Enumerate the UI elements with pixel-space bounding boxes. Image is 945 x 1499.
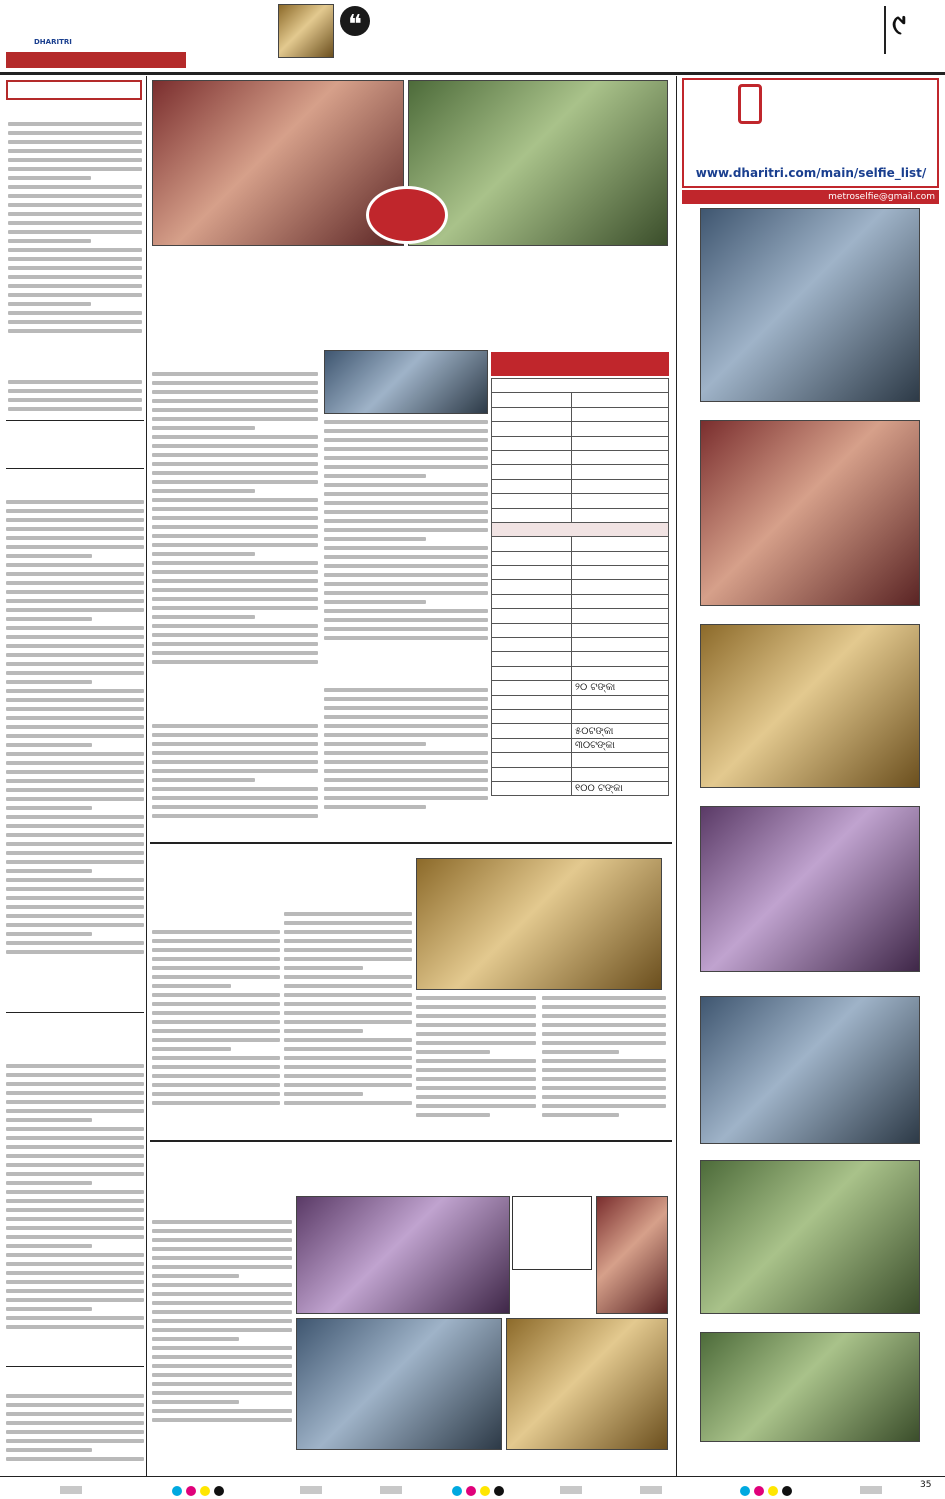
- lead-body-col1b: [152, 724, 318, 834]
- footer-rule: [0, 1476, 945, 1477]
- registration-bar: [60, 1486, 82, 1494]
- table-row: ୫୦ଟଙ୍କା: [492, 724, 669, 738]
- selfie-photo-7: [700, 1332, 920, 1442]
- fruit-header: [492, 379, 669, 393]
- left-column-divider: [146, 76, 147, 1476]
- lion-story-rule: [150, 1140, 672, 1142]
- price-box-title: [491, 352, 669, 376]
- table-row: ୨୦ ଟଙ୍କା: [492, 681, 669, 695]
- registration-bar: [560, 1486, 582, 1494]
- yellow-swatch: [480, 1486, 490, 1496]
- masthead-rule: [0, 72, 945, 75]
- story2-body: [6, 500, 144, 1010]
- left-col-rule-1: [6, 420, 144, 421]
- right-column-divider: [676, 76, 677, 1476]
- lead-story-rule: [150, 842, 672, 844]
- table-row: [492, 652, 669, 666]
- black-swatch: [214, 1486, 224, 1496]
- table-row: [492, 695, 669, 709]
- lead-body-col1: [152, 372, 318, 702]
- table-row: ୧୦୦ ଟଙ୍କା: [492, 781, 669, 795]
- page-code: 35: [920, 1480, 932, 1490]
- lion-body-col4: [542, 996, 666, 1134]
- table-row: [492, 393, 669, 407]
- left-col-rule-2: [6, 468, 144, 469]
- quote-icon: ❝: [340, 6, 370, 36]
- cyan-swatch: [172, 1486, 182, 1496]
- left-col-rule-3: [6, 1012, 144, 1013]
- everest-caption-box: [512, 1196, 592, 1270]
- table-row: [492, 580, 669, 594]
- table-row: [492, 537, 669, 551]
- lioness-photo: [416, 858, 662, 990]
- table-row: [492, 566, 669, 580]
- selfie-photo-5: [700, 996, 920, 1144]
- mourners-photo: [596, 1196, 668, 1314]
- section-divider: [884, 6, 886, 54]
- table-row: [492, 508, 669, 522]
- procession-photo: [296, 1318, 502, 1450]
- registration-bar: [300, 1486, 322, 1494]
- veg-header: [492, 522, 669, 536]
- yellow-swatch: [200, 1486, 210, 1496]
- registration-bar: [640, 1486, 662, 1494]
- events-list: [8, 122, 142, 362]
- tribute-photo: [296, 1196, 510, 1314]
- phone-icon: [738, 84, 762, 124]
- table-row: [492, 494, 669, 508]
- magenta-swatch: [186, 1486, 196, 1496]
- table-row: [492, 753, 669, 767]
- events-heading: [6, 80, 142, 100]
- registration-bar: [860, 1486, 882, 1494]
- table-row: [492, 422, 669, 436]
- selfie-photo-4: [700, 806, 920, 972]
- everest-body: [152, 1220, 292, 1458]
- black-swatch: [494, 1486, 504, 1496]
- lead-body-col2b: [324, 688, 488, 834]
- table-row: [492, 407, 669, 421]
- table-row: [492, 465, 669, 479]
- left-col-rule-4: [6, 1366, 144, 1367]
- table-row: [492, 709, 669, 723]
- aaji-savitri-badge: [366, 186, 448, 244]
- table-row: [492, 479, 669, 493]
- table-row: [492, 767, 669, 781]
- selfie-photo-6: [700, 1160, 920, 1314]
- selfie-url[interactable]: www.dharitri.com/main/selfie_list/: [695, 166, 927, 180]
- lion-body-col3: [416, 996, 536, 1134]
- selfie-photo-2: [700, 420, 920, 606]
- lion-body-col2: [284, 912, 412, 1134]
- table-row: [492, 436, 669, 450]
- table-row: [492, 666, 669, 680]
- everest-headline: [152, 1148, 668, 1190]
- lion-headline: [152, 852, 412, 902]
- table-row: ୩୦ଟଙ୍କା: [492, 738, 669, 752]
- story3-body: [6, 1064, 144, 1364]
- saint-portrait-image: [278, 4, 334, 58]
- table-row: [492, 594, 669, 608]
- table-row: [492, 450, 669, 464]
- selfie-email[interactable]: metroselfie@gmail.com: [828, 192, 935, 202]
- hearse-photo: [506, 1318, 668, 1450]
- price-table: [491, 378, 669, 796]
- story4-body: [6, 1394, 144, 1472]
- magenta-swatch: [466, 1486, 476, 1496]
- page-number: ୯: [892, 8, 906, 41]
- quote-text: [376, 6, 756, 42]
- lead-headline: [152, 264, 668, 344]
- table-row: [492, 623, 669, 637]
- magenta-swatch: [754, 1486, 764, 1496]
- selfie-photo-1: [700, 208, 920, 402]
- puri-events: [8, 380, 142, 416]
- cyan-swatch: [452, 1486, 462, 1496]
- logo-subtext: DHARITRI: [34, 38, 72, 46]
- lion-body-col1: [152, 930, 280, 1134]
- lead-body-col2: [324, 420, 488, 666]
- black-swatch: [782, 1486, 792, 1496]
- table-row: [492, 551, 669, 565]
- selfie-email-bar: [682, 190, 939, 204]
- registration-bar: [380, 1486, 402, 1494]
- traffic-jam-photo: [324, 350, 488, 414]
- table-row: [492, 638, 669, 652]
- table-row: [492, 609, 669, 623]
- dateline-bar: [6, 52, 186, 68]
- selfie-photo-3: [700, 624, 920, 788]
- yellow-swatch: [768, 1486, 778, 1496]
- cyan-swatch: [740, 1486, 750, 1496]
